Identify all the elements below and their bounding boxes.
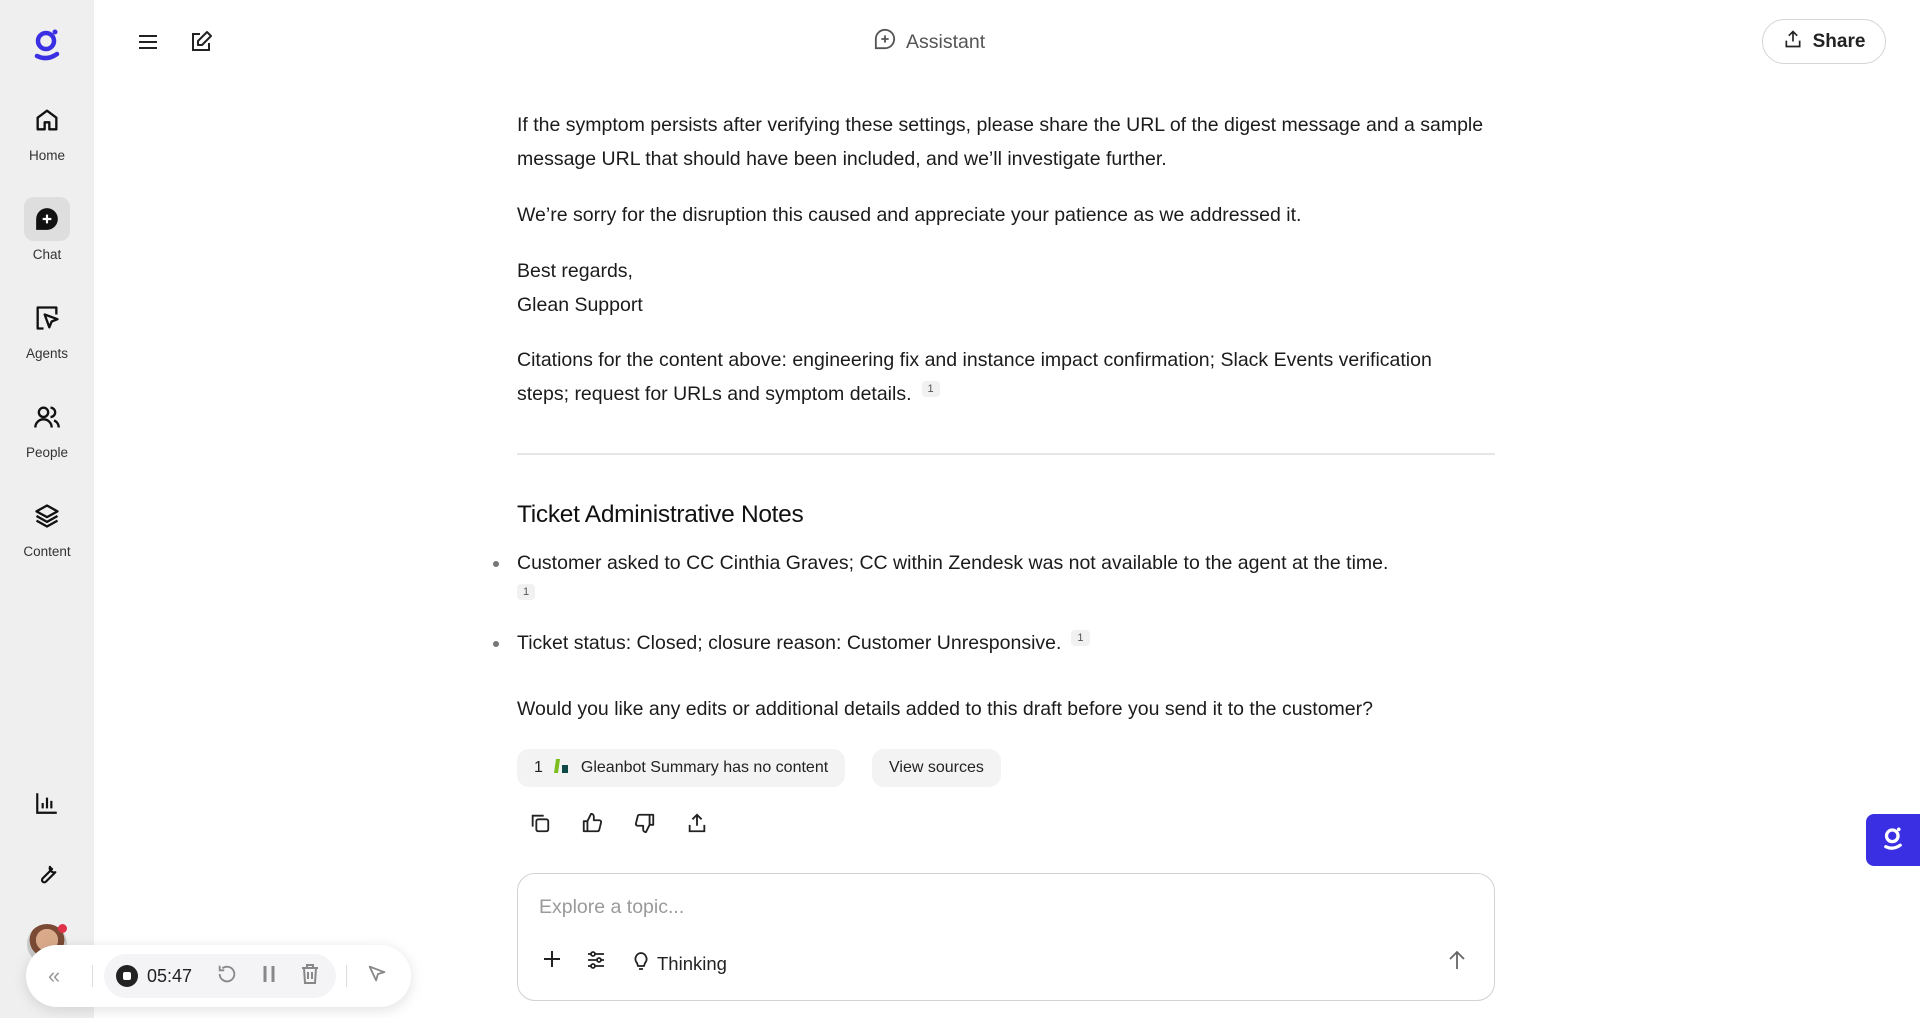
- sidebar-item-chat[interactable]: [0, 197, 94, 262]
- list-item: [517, 546, 1495, 614]
- sidebar: [0, 0, 94, 1018]
- message-paragraph: If the symptom persists after verifying these settings, please share the URL of the digest message and a sample message URL that should have been included, and we’ll investigate further.: [517, 114, 1484, 170]
- citation-ref[interactable]: 1: [517, 584, 535, 600]
- sidebar-item-label: Agents: [25, 346, 69, 361]
- recording-toolbar: [26, 945, 411, 1007]
- thinking-toggle[interactable]: [631, 950, 727, 977]
- thumbs-down-icon[interactable]: [632, 810, 658, 836]
- share-label: Share: [1812, 30, 1866, 52]
- sidebar-item-home[interactable]: [0, 98, 94, 163]
- list-item: [517, 626, 1495, 660]
- sidebar-item-content[interactable]: [0, 494, 94, 559]
- thinking-label: Thinking: [657, 952, 727, 974]
- sidebar-item-label: People: [25, 445, 69, 460]
- lightbulb-icon: [631, 950, 651, 977]
- divider: [346, 965, 347, 987]
- share-button[interactable]: [1762, 19, 1886, 64]
- follow-up-question: Would you like any edits or additional details added to this draft before you send it to the customer?: [517, 698, 1373, 720]
- notification-dot: [58, 924, 67, 933]
- view-sources-label: View sources: [889, 759, 984, 776]
- source-label: Gleanbot Summary has no content: [580, 759, 829, 776]
- stop-recording-icon[interactable]: [116, 965, 138, 987]
- analytics-icon[interactable]: [30, 786, 64, 820]
- list-item-text: Customer asked to CC Cinthia Graves; CC within Zendesk was not available to the agent at the time.: [517, 552, 1389, 574]
- signoff: Best regards,: [517, 260, 633, 282]
- recording-time: 05:47: [147, 965, 193, 986]
- citations-text: Citations for the content above: engineering fix and instance impact confirmation; Slack Events verification steps; request for URLs and symptom details.: [517, 349, 1432, 405]
- menu-icon[interactable]: [134, 28, 162, 56]
- sidebar-item-label: Home: [28, 148, 65, 163]
- assistant-icon: [874, 28, 896, 56]
- home-icon: [24, 98, 70, 142]
- new-chat-edit-icon[interactable]: [187, 28, 215, 56]
- view-sources-button[interactable]: [872, 749, 1001, 787]
- page-title: [874, 28, 985, 56]
- citation-ref[interactable]: 1: [1071, 630, 1089, 646]
- collapse-chevrons-icon[interactable]: «: [48, 963, 61, 988]
- signature: Glean Support: [517, 294, 643, 316]
- sidebar-item-agents[interactable]: [0, 296, 94, 361]
- source-count: 1: [534, 759, 543, 776]
- copy-icon[interactable]: [527, 810, 553, 836]
- divider: [92, 965, 93, 987]
- pointer-arrow-icon[interactable]: [366, 963, 388, 990]
- delete-icon[interactable]: [300, 963, 320, 990]
- restart-icon[interactable]: [216, 963, 238, 990]
- divider: [517, 453, 1495, 455]
- sidebar-item-people[interactable]: [0, 395, 94, 460]
- thumbs-up-icon[interactable]: [579, 810, 605, 836]
- agents-icon: [24, 296, 70, 340]
- people-icon: [24, 395, 70, 439]
- glean-logo-icon[interactable]: [29, 26, 65, 62]
- list-item-text: Ticket status: Closed; closure reason: Customer Unresponsive.: [517, 632, 1062, 654]
- send-arrow-icon[interactable]: [1448, 950, 1466, 970]
- citations-paragraph: [517, 343, 1457, 411]
- composer-input[interactable]: Explore a topic...: [539, 896, 685, 918]
- settings-sliders-icon[interactable]: [586, 950, 606, 970]
- add-attachment-icon[interactable]: [543, 950, 561, 968]
- citation-ref[interactable]: 1: [922, 381, 940, 397]
- glean-logo-icon: [1880, 824, 1906, 857]
- title-text: Assistant: [906, 30, 986, 53]
- zendesk-icon: [553, 758, 571, 779]
- sidebar-item-label: Chat: [32, 247, 62, 262]
- share-icon: [1783, 29, 1803, 55]
- source-chip[interactable]: [517, 749, 845, 787]
- chat-plus-icon: [24, 197, 70, 241]
- glean-assistant-button[interactable]: [1866, 814, 1920, 866]
- share-response-icon[interactable]: [684, 810, 710, 836]
- composer: [517, 873, 1495, 1001]
- layers-icon: [24, 494, 70, 538]
- message-paragraph: We’re sorry for the disruption this caused and appreciate your patience as we addressed it.: [517, 204, 1302, 226]
- wrench-icon[interactable]: [30, 856, 64, 890]
- pause-icon[interactable]: [259, 963, 279, 990]
- sidebar-item-label: Content: [23, 544, 71, 559]
- section-heading: Ticket Administrative Notes: [517, 501, 804, 528]
